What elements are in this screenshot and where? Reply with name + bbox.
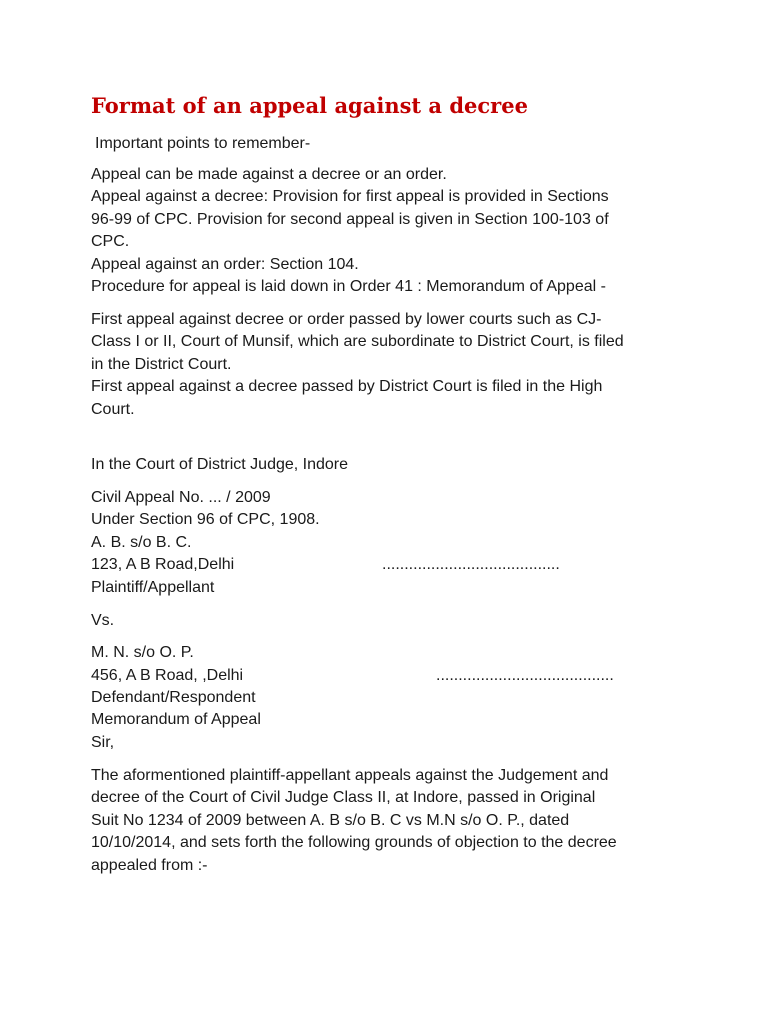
memorandum-heading: Memorandum of Appeal: [91, 711, 261, 728]
point-line: 96-99 of CPC. Provision for second appeal is given in Section 100-103 of: [91, 211, 609, 228]
versus-label: Vs.: [91, 612, 115, 629]
respondent-name: M. N. s/o O. P.: [91, 644, 194, 661]
under-section: Under Section 96 of CPC, 1908.: [91, 511, 320, 528]
salutation: Sir,: [91, 734, 115, 751]
appellant-address: 123, A B Road,Delhi: [91, 556, 235, 573]
point-line: Appeal against an order: Section 104.: [91, 256, 359, 273]
point-line: Procedure for appeal is laid down in Order 41 : Memorandum of Appeal -: [91, 278, 606, 295]
first-appeal-line: Class I or II, Court of Munsif, which are subordinate to District Court, is filed: [91, 333, 624, 350]
respondent-role: Defendant/Respondent: [91, 689, 256, 706]
appellant-name: A. B. s/o B. C.: [91, 534, 192, 551]
body-line: 10/10/2014, and sets forth the following grounds of objection to the decree: [91, 834, 617, 851]
appellant-dots: ........................................: [382, 556, 560, 573]
document-title: Format of an appeal against a decree: [91, 93, 528, 118]
civil-appeal-number: Civil Appeal No. ... / 2009: [91, 489, 271, 506]
court-heading: In the Court of District Judge, Indore: [91, 456, 349, 473]
body-line: The aformentioned plaintiff-appellant appeals against the Judgement and: [91, 767, 609, 784]
first-appeal-line: Court.: [91, 401, 135, 418]
important-points-heading: Important points to remember-: [95, 135, 311, 152]
appellant-role: Plaintiff/Appellant: [91, 579, 215, 596]
body-line: decree of the Court of Civil Judge Class II, at Indore, passed in Original: [91, 789, 596, 806]
respondent-address: 456, A B Road, ,Delhi: [91, 667, 244, 684]
point-line: CPC.: [91, 233, 130, 250]
respondent-dots: ........................................: [436, 667, 614, 684]
point-line: Appeal against a decree: Provision for first appeal is provided in Sections: [91, 188, 609, 205]
body-line: appealed from :-: [91, 857, 208, 874]
first-appeal-line: First appeal against a decree passed by District Court is filed in the High: [91, 378, 603, 395]
body-line: Suit No 1234 of 2009 between A. B s/o B. C vs M.N s/o O. P., dated: [91, 812, 570, 829]
first-appeal-line: in the District Court.: [91, 356, 232, 373]
point-line: Appeal can be made against a decree or an order.: [91, 166, 447, 183]
first-appeal-line: First appeal against decree or order passed by lower courts such as CJ-: [91, 311, 602, 328]
